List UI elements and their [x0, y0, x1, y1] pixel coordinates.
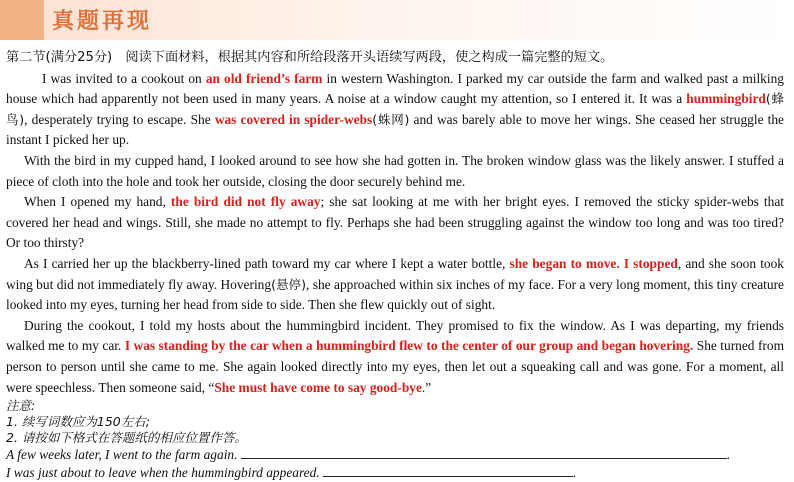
paragraph-2: With the bird in my cupped hand, I looked around to see how she had gotten in. The broken window glass was the likely answer. I stuffed a piece of cloth into the hole and took her outside, closing the door securely behind me.: [6, 152, 784, 189]
passage: [6, 48, 784, 482]
page-title: 真题再现: [52, 9, 153, 34]
chinese-gloss: (蛛网): [372, 111, 410, 127]
paragraph-5: During the cookout, I told my hosts about the hummingbird incident. They promised to fix the window. As I was departing, my friends walked me to my car. I was standing by the car when a hummingbird flew to the center of our group and began hovering. She turned from person to person until she came to me. She again looked directly into my eyes, then let out a squeaking call and was gone. For a moment, all were speechless. Then someone said, “She must have come to say good-bye.”: [6, 317, 785, 395]
highlight: She must have come to say good-bye: [214, 379, 422, 395]
paragraph-4: As I carried her up the blackberry-lined path toward my car where I kept a water bottle, she began to move. I stopped, and she soon took wing but did not immediately fly away. Hovering(悬停), she approached within six inches of my face. For a very long moment, this tiny creature looked into my eyes, turning her head from side to side. Then she flew quickly out of sight.: [6, 255, 784, 313]
continuation-prompt-1: A few weeks later, I went to the farm again. .: [6, 447, 731, 463]
answer-blank-1[interactable]: [241, 446, 727, 459]
continuation-prompt-2: I was just about to leave when the hummingbird appeared. .: [6, 465, 577, 481]
highlight: she began to move. I stopped: [509, 255, 678, 271]
note-2: 2. 请按如下格式在答题纸的相应位置作答。: [6, 430, 247, 446]
chinese-gloss: (悬停): [271, 276, 306, 292]
chinese-gloss: (蜂鸟): [6, 91, 784, 127]
highlight: the bird did not fly away: [170, 194, 321, 210]
highlight: hummingbird: [686, 91, 766, 107]
answer-blank-2[interactable]: [323, 464, 573, 477]
highlight: an old friend’s farm: [205, 70, 323, 86]
highlight: was covered in spider-webs: [214, 111, 373, 127]
notes-label: 注意:: [6, 398, 36, 414]
paragraph-1: I was invited to a cookout on an old friend’s farm in western Washington. I parked my car outside the farm and walked past a milking house which had apparently not been used in many years. A noise at a window caught my attention, so I entered it. It was a hummingbird(蜂鸟), desperately trying to escape. She was covered in spider-webs(蛛网) and was barely able to move her wings. She ceased her struggle the instant I picked her up.: [6, 70, 784, 148]
highlight: I was standing by the car when a hummingbird flew to the center of our group and began hovering.: [124, 338, 694, 354]
header-gradient-bar: [44, 0, 794, 40]
header-banner: [0, 0, 794, 44]
note-1: 1. 续写词数应为150左右;: [6, 414, 150, 430]
paragraph-3: When I opened my hand, the bird did not fly away; she sat looking at me with her bright eyes. I removed the sticky spider-webs that covered her head and wings. Still, she made no attempt to fly. Perhaps she had been struggling against the window too long and was too tired? Or too thirsty?: [6, 194, 784, 251]
task-instruction: 第二节(满分25分) 阅读下面材料，根据其内容和所给段落开头语续写两段，使之构成一篇完整的短文。: [6, 50, 614, 65]
header-accent-block: [0, 0, 44, 40]
